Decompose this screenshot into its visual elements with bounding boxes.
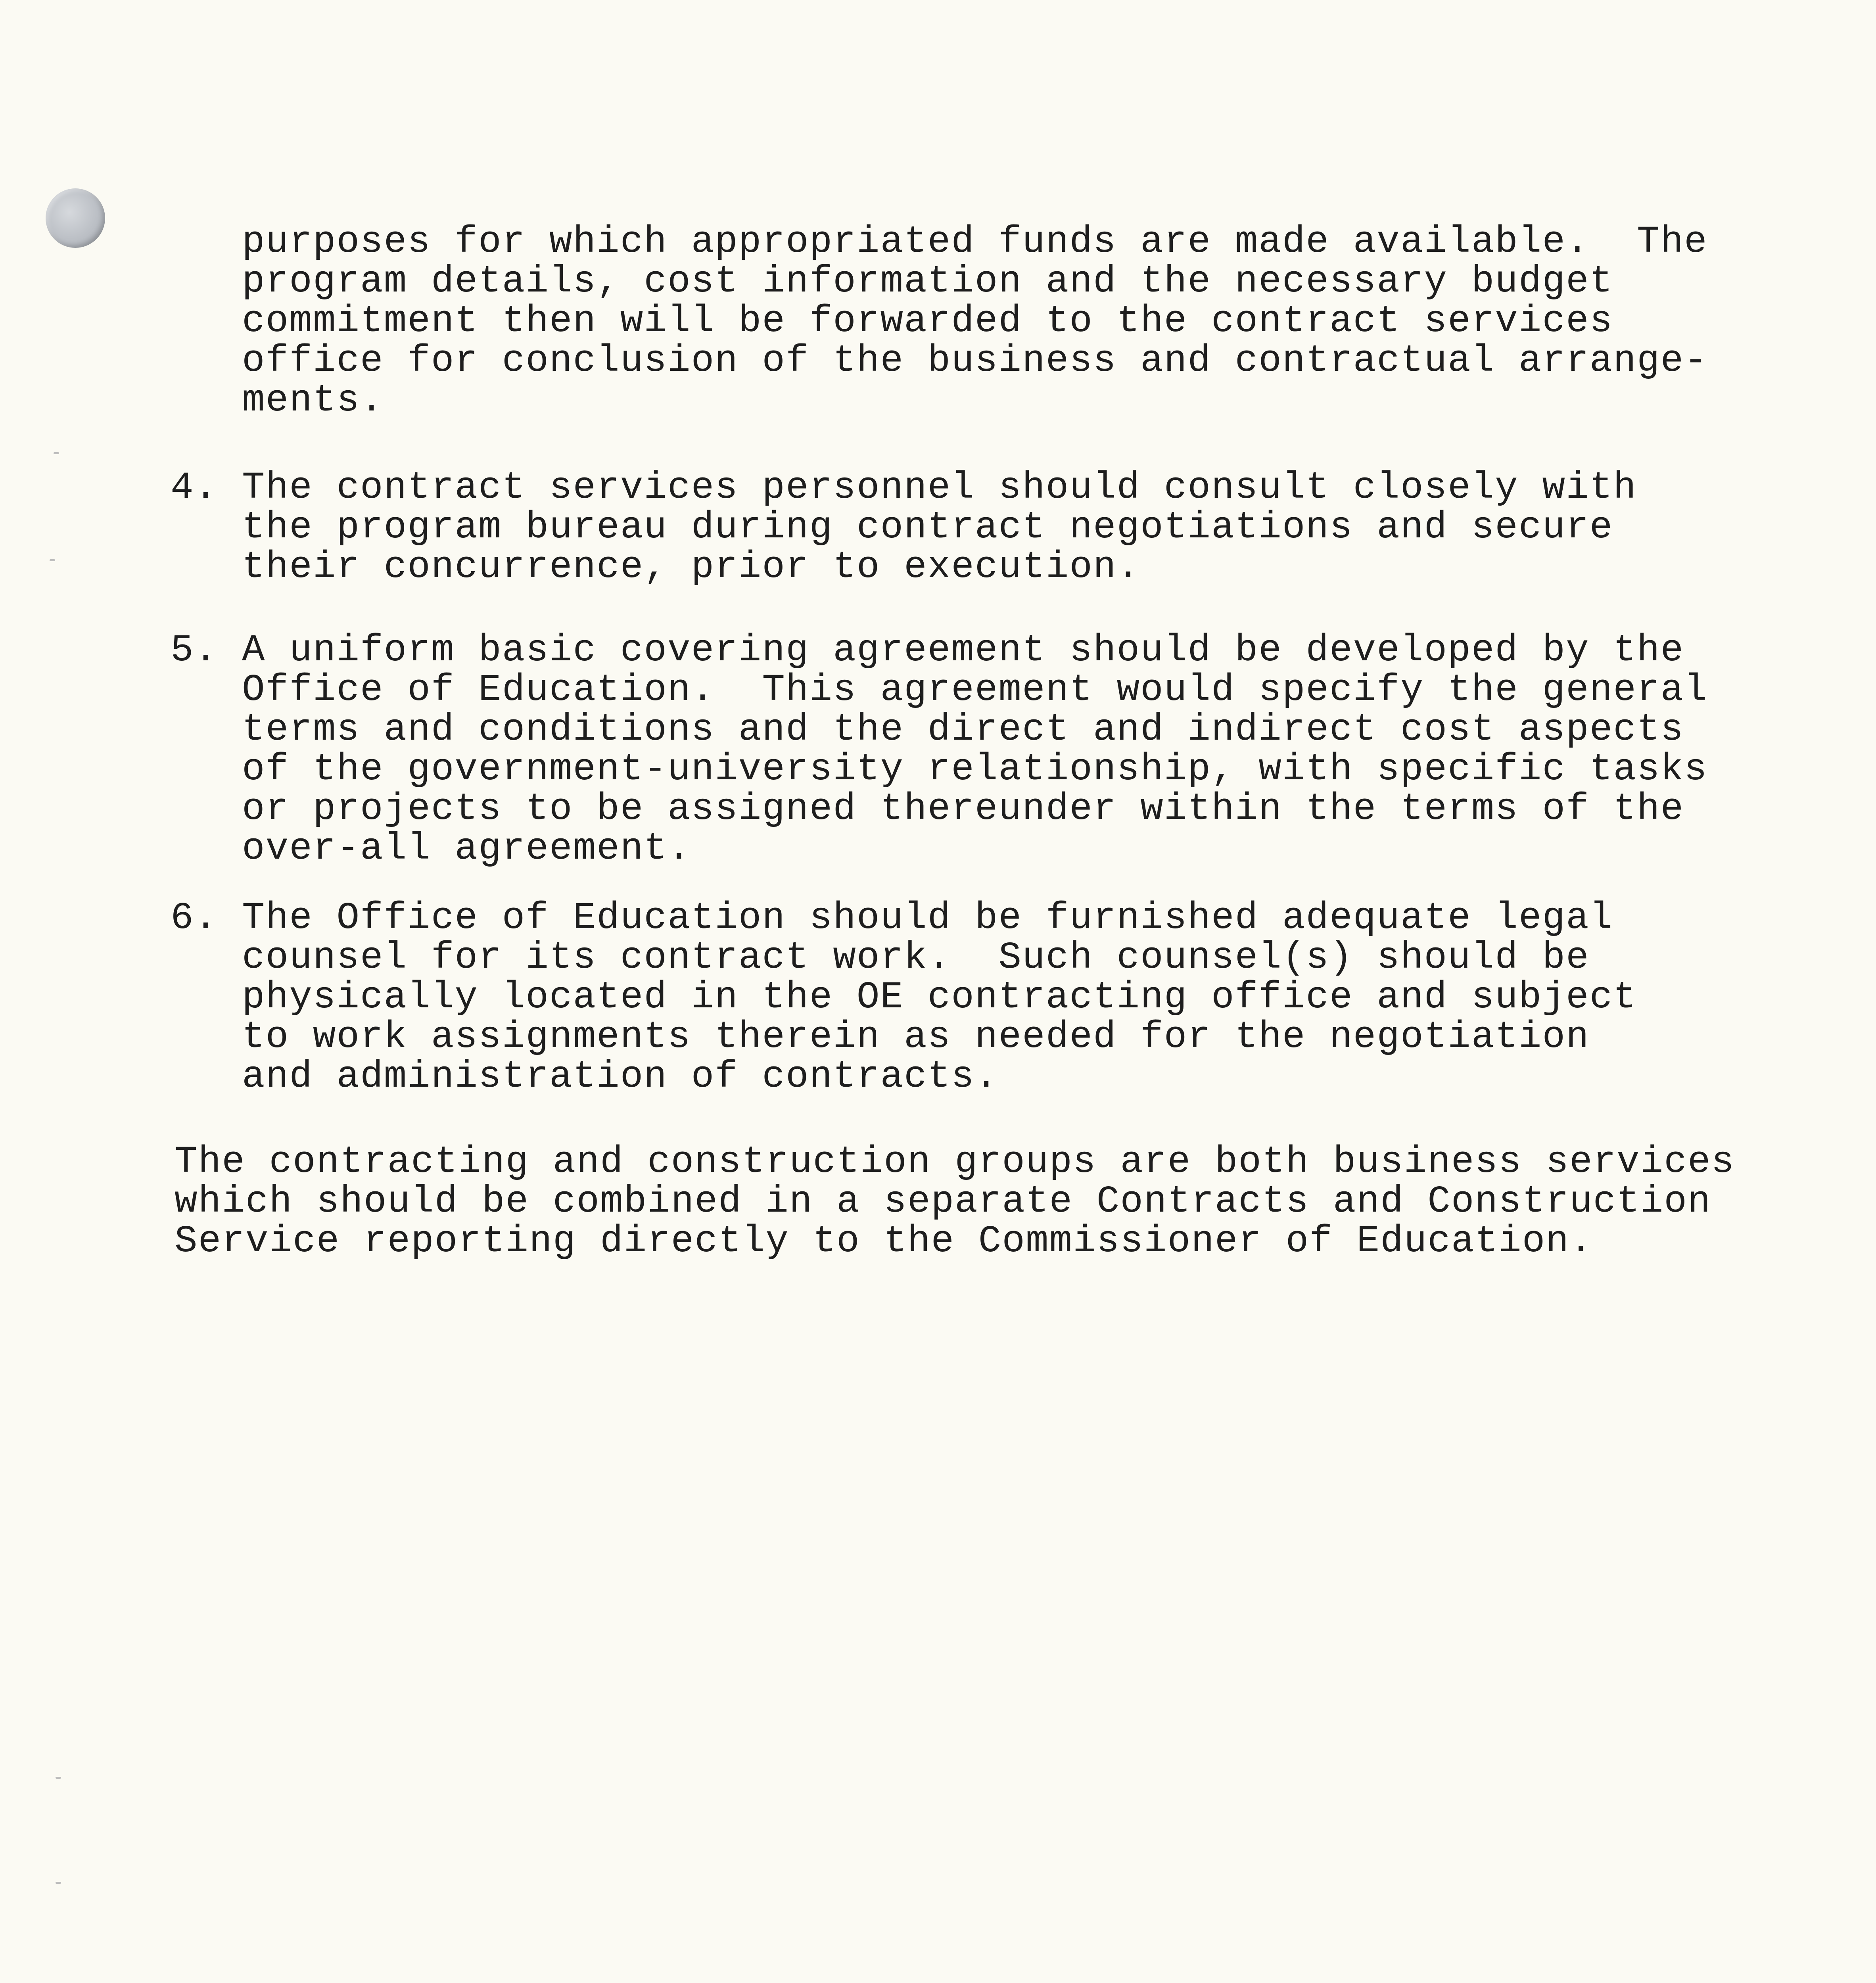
continuation-paragraph: purposes for which appropriated funds are made available. The program details, cost information and the necessary budget commitment then will be forwarded to the contract services office for conclusion of the business and contractual arrange- ments. <box>242 220 1708 422</box>
list-item-number: 5. <box>171 629 218 672</box>
list-item-text: The contract services personnel should consult closely with the program bureau during contract negotiations and secure their concurrence, prior to execution. <box>242 466 1637 589</box>
paper-speck <box>50 559 55 561</box>
list-item-number: 6. <box>171 896 218 940</box>
list-item-text: A uniform basic covering agreement should be developed by the Office of Education. This agreement would specify the general terms and conditions and the direct and indirect cost aspects of the government-university relationship, with specific tasks or projects to be assigned thereunder within the terms of the over-all agreement. <box>242 629 1708 870</box>
list-item-number: 4. <box>171 466 218 509</box>
closing-paragraph: The contracting and construction groups are both business services which should be combined in a separate Contracts and Construction Service reporting directly to the Commissioner of Education. <box>175 1140 1735 1263</box>
punch-hole-top <box>46 188 105 248</box>
paper-speck <box>56 1882 61 1884</box>
list-item-text: The Office of Education should be furnished adequate legal counsel for its contract work. Such counsel(s) should be physically located in the OE contracting office and subject to work assignments therein as needed for the negotiation and administration of contracts. <box>242 896 1637 1098</box>
paper-speck <box>54 452 59 454</box>
paper-speck <box>56 1777 61 1779</box>
